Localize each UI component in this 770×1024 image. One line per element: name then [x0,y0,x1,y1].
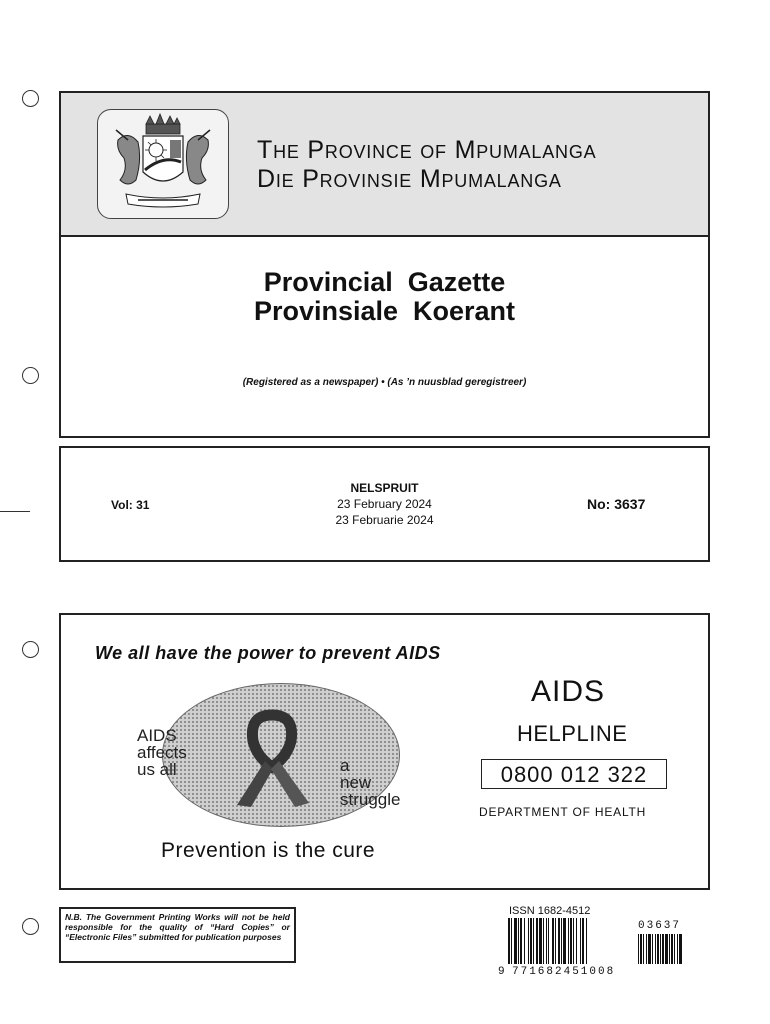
barcode-digits: 771682451008 [512,966,616,978]
aids-heading: AIDS [531,675,606,708]
province-header [59,91,710,237]
coat-of-arms-icon [97,109,229,219]
province-name-english: The Province of Mpumalanga [257,136,597,164]
aids-affects-text: AIDS affects us all [137,726,187,779]
printing-disclaimer: N.B. The Government Printing Works will not be held responsible for the quality of “Hard Copies” or “Electronic Files” submitted for publication purposes [59,907,296,963]
awareness-ribbon-icon [217,707,327,817]
binder-hole [22,90,39,107]
helpline-number: 0800 012 322 [481,759,667,789]
fold-mark [0,511,30,512]
issn-label: ISSN 1682-4512 [509,905,591,917]
binder-hole [22,367,39,384]
barcode-addon-digits: 03637 [638,920,682,932]
gazette-title-english: Provincial Gazette [263,267,506,297]
new-struggle-text: a new struggle [340,756,401,809]
issue-date-afrikaans: 23 Februarie 2024 [335,513,434,527]
binder-hole [22,641,39,658]
volume-number: Vol: 31 [111,498,150,512]
binder-hole [22,918,39,935]
issue-info-box [59,446,710,562]
barcode-first-digit: 9 [498,966,507,978]
issue-number: No: 3637 [587,496,646,512]
gazette-title-afrikaans: Provinsiale Koerant [253,296,516,326]
issue-date-english: 23 February 2024 [337,497,432,511]
city-name: NELSPRUIT [350,481,419,495]
helpline-heading: HELPLINE [517,721,628,746]
aids-advertisement [59,613,710,890]
department-of-health-label: DEPARTMENT OF HEALTH [479,805,647,819]
aids-slogan: We all have the power to prevent AIDS [95,643,441,663]
province-name-afrikaans: Die Provinsie Mpumalanga [257,165,562,193]
gazette-title-box [59,235,710,438]
prevention-slogan: Prevention is the cure [161,839,376,862]
registration-note: (Registered as a newspaper) • (As ’n nuusblad geregistreer) [242,377,527,388]
